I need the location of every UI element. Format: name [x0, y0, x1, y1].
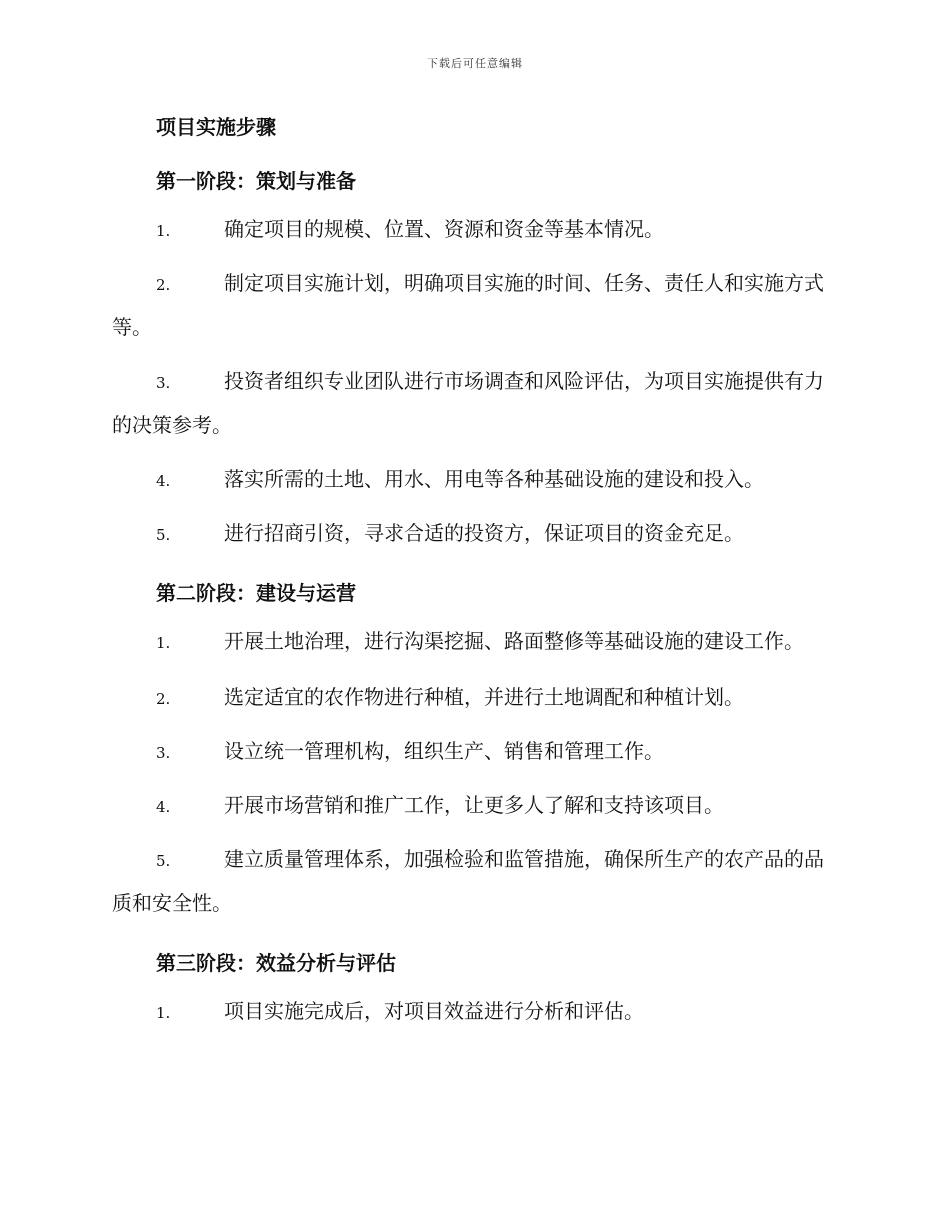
- list-item: [112, 620, 834, 664]
- item-number: 2.: [156, 276, 171, 294]
- item-text: 项目实施完成后，对项目效益进行分析和评估。: [224, 999, 644, 1023]
- list-item: [112, 676, 834, 718]
- item-text: 确定项目的规模、位置、资源和资金等基本情况。: [224, 217, 664, 241]
- phase-heading: 第二阶段：建设与运营: [156, 581, 356, 605]
- item-text: 落实所需的土地、用水、用电等各种基础设施的建设和投入。: [224, 467, 764, 491]
- item-text: 开展土地治理，进行沟渠挖掘、路面整修等基础设施的建设工作。: [224, 629, 804, 653]
- item-text: 设立统一管理机构，组织生产、销售和管理工作。: [224, 739, 664, 763]
- list-item: [112, 458, 834, 500]
- item-number: 1.: [156, 1004, 171, 1022]
- item-text: 选定适宜的农作物进行种植，并进行土地调配和种植计划。: [224, 685, 744, 709]
- item-number: 4.: [156, 798, 171, 816]
- item-number: 3.: [156, 744, 171, 762]
- list-item: [112, 784, 834, 826]
- list-item: [112, 262, 834, 348]
- item-number: 1.: [156, 634, 171, 652]
- item-text: 投资者组织专业团队进行市场调查和风险评估，为项目实施提供有力的决策参考。: [112, 369, 824, 437]
- item-text: 建立质量管理体系，加强检验和监管措施，确保所生产的农产品的品质和安全性。: [112, 847, 824, 915]
- item-text: 制定项目实施计划，明确项目实施的时间、任务、责任人和实施方式等。: [112, 271, 824, 339]
- header-note: 下载后可任意编辑: [427, 57, 523, 70]
- list-item: [112, 730, 834, 772]
- document-title: 项目实施步骤: [156, 115, 276, 139]
- list-item: [112, 360, 834, 446]
- document-body: [112, 112, 834, 1032]
- item-number: 4.: [156, 472, 171, 490]
- list-item: [112, 990, 834, 1032]
- item-number: 3.: [156, 374, 171, 392]
- list-item: [112, 512, 834, 554]
- item-number: 5.: [156, 852, 171, 870]
- item-number: 5.: [156, 526, 171, 544]
- item-text: 开展市场营销和推广工作，让更多人了解和支持该项目。: [224, 793, 724, 817]
- phase-heading: 第一阶段：策划与准备: [156, 169, 356, 193]
- list-item: [112, 838, 834, 924]
- item-number: 2.: [156, 690, 171, 708]
- item-number: 1.: [156, 222, 171, 240]
- list-item: [112, 208, 834, 250]
- item-text: 进行招商引资，寻求合适的投资方，保证项目的资金充足。: [224, 521, 744, 545]
- phase-heading: 第三阶段：效益分析与评估: [156, 951, 396, 975]
